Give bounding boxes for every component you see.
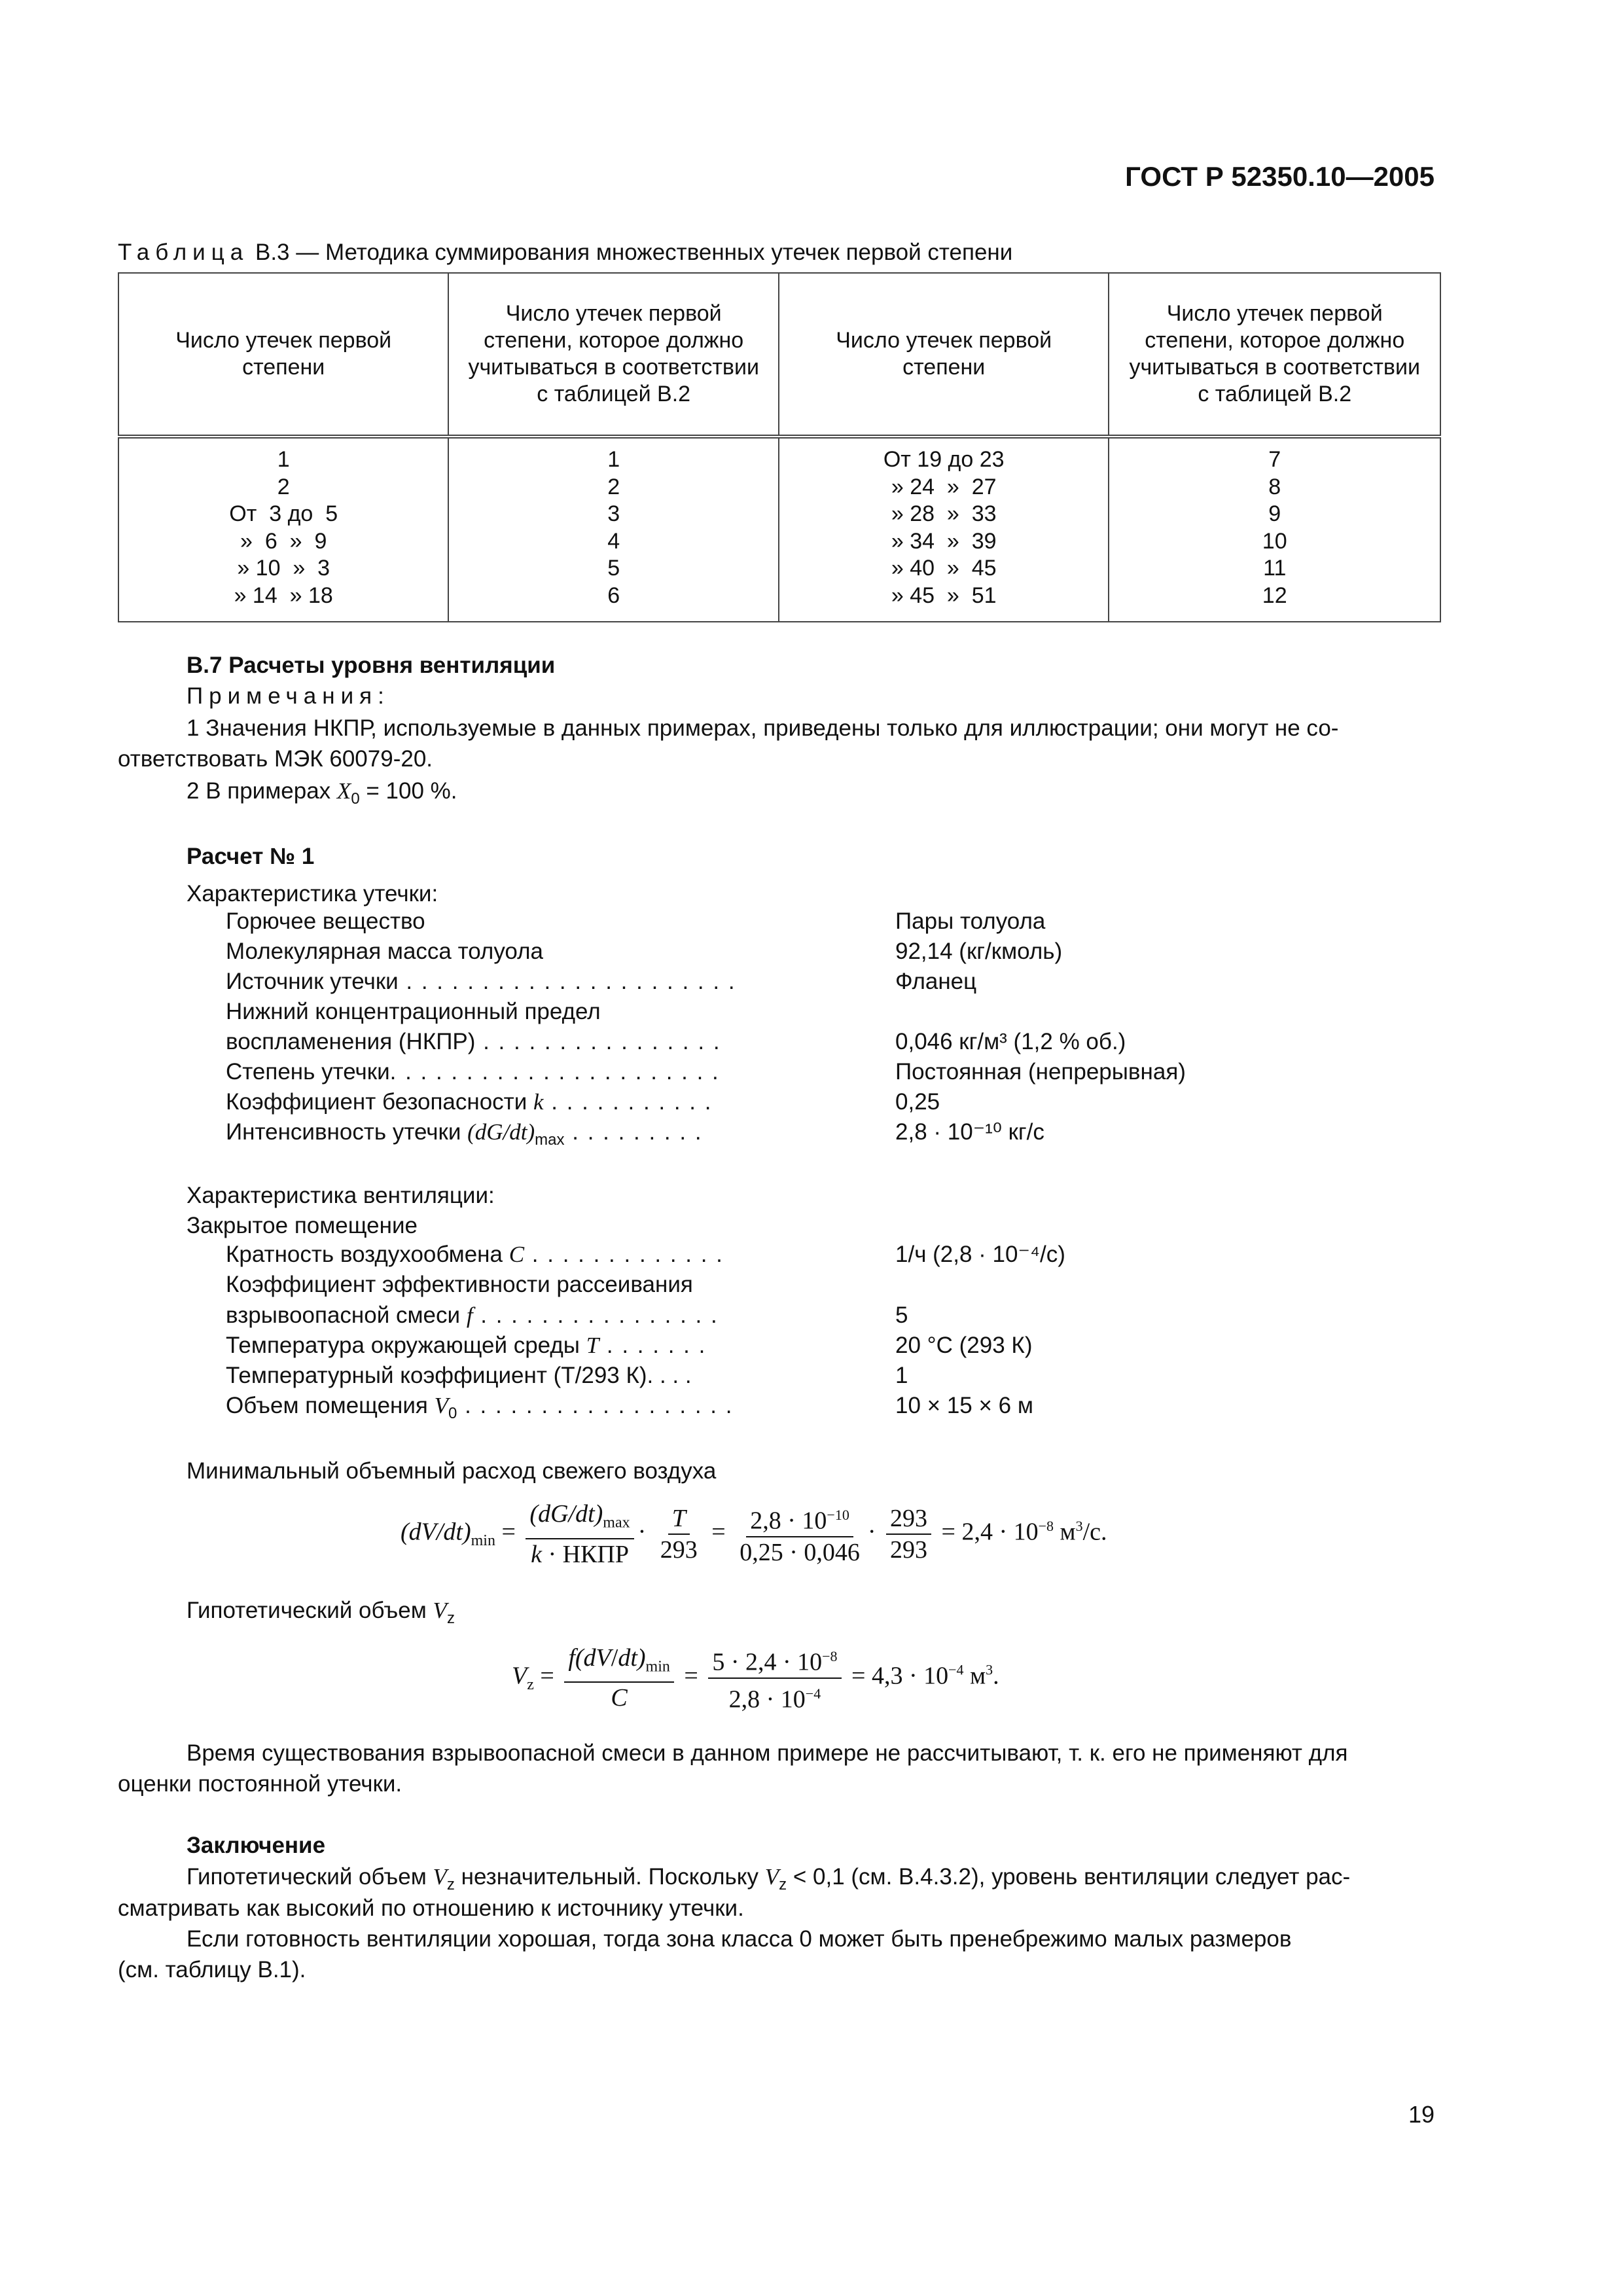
vent-label: Коэффициент эффективности рассеивания	[226, 1272, 693, 1297]
table-caption	[118, 240, 1012, 266]
vent-value: 1	[895, 1363, 908, 1388]
leak-value: 2,8 · 10⁻¹⁰ кг/с	[895, 1119, 1044, 1145]
cell-line: 6	[607, 583, 620, 608]
cell-line: » 6 » 9	[240, 528, 327, 554]
leak-label: Горючее вещество	[226, 908, 425, 934]
vent-value: 10 × 15 × 6 м	[895, 1393, 1033, 1418]
cell-line: От 19 до 23	[883, 447, 1005, 472]
min-flow-text: Минимальный объемный расход свежего воздуха	[187, 1458, 717, 1484]
conclusion-text: Гипотетический объем	[187, 1864, 433, 1890]
leak-value: Фланец	[895, 969, 977, 994]
calc-title: Расчет № 1	[187, 844, 315, 869]
leak-label-row: Степень утечки. . . . . . . . . . . . . . . . . . . . . .	[226, 1059, 720, 1085]
conclusion-p2-line-2: (см. таблицу В.1).	[118, 1957, 306, 1982]
page-number: 19	[1408, 2101, 1435, 2128]
cell-line: » 10 » 3	[237, 556, 330, 581]
leak-label-row: воспламенения (НКПР) . . . . . . . . . . . . . . . .	[226, 1029, 721, 1054]
leak-label: Коэффициент безопасности	[226, 1089, 527, 1115]
table-header-row	[118, 273, 1440, 437]
hyp-volume-text: Гипотетический объем	[187, 1598, 427, 1623]
cell-line: 2	[277, 474, 290, 499]
vent-label-row: взрывоопасной смеси f . . . . . . . . . . . . . . . .	[226, 1302, 719, 1328]
formula-hyp-volume: $V_z$ = $\frac{f(dV/dt)_{min}}{C}$ = $\frac{5 \cdot 2,4 \cdot 10^{-8}}{2,8 \cdot 10^{-4}}$ = $4,3 \cdot 10^{-4}$ $м^3$.	[512, 1641, 999, 1714]
formula-min-flow: $(dV/dt)_{min}$ = $\frac{(dG/dt)_{max}}{\text{k · НКПР}}$ · $\frac{T}{293}$ = $\frac{2,8 \cdot 10^{-10}}{0,25 \cdot 0,046}$ · $\frac{293}{293}$ = $2,4 \cdot 10^{-8}$ $м^3/с$.	[401, 1500, 1107, 1568]
table-header-cell: Число утечек первой степени	[118, 273, 448, 437]
cell-line: 11	[1263, 556, 1287, 581]
notes-label: Примечания:	[187, 683, 390, 709]
cell-line: » 24 » 27	[891, 474, 997, 499]
note-1-line-2: ответствовать МЭК 60079-20.	[118, 746, 433, 772]
table-caption-word: Таблица	[118, 240, 249, 265]
leak-value: 0,046 кг/м³ (1,2 % об.)	[895, 1029, 1126, 1054]
leak-label: Источник утечки	[226, 969, 399, 994]
leak-heading: Характеристика утечки:	[187, 881, 438, 906]
leak-value: Постоянная (непрерывная)	[895, 1059, 1186, 1085]
time-text-line-2: оценки постоянной утечки.	[118, 1771, 402, 1797]
time-text-line-1: Время существования взрывоопасной смеси в данном примере не рассчитывают, т. к. его не применяют для	[187, 1740, 1348, 1766]
cell-line: 7	[1268, 447, 1281, 472]
cell-line: » 45 » 51	[891, 583, 997, 608]
vent-label: Температурный коэффициент (Т/293 К). . . .	[226, 1363, 692, 1388]
table-header-cell: Число утечек первой степени	[779, 273, 1109, 437]
vent-label: Объем помещения	[226, 1393, 428, 1418]
table-header-cell: Число утечек первой степени, которое должно учитываться в соответствии с таблицей В.2	[448, 273, 779, 437]
hyp-volume-row: Гипотетический объем $V_z$	[187, 1598, 455, 1627]
vent-value: 1/ч (2,8 · 10⁻⁴/с)	[895, 1242, 1065, 1267]
cell-line: 1	[277, 447, 290, 472]
leak-value: Пары толуола	[895, 908, 1046, 934]
cell-line: 4	[607, 528, 620, 554]
cell-line: » 34 » 39	[891, 528, 997, 554]
table-cell-col2	[448, 437, 779, 622]
cell-line: 1	[607, 447, 620, 472]
leak-label: Степень утечки	[226, 1059, 390, 1085]
leak-label-row: Интенсивность утечки $(dG/dt)_{max}$ . . . . . . . . .	[226, 1119, 703, 1149]
conclusion-p1-line-1: Гипотетический объем $V_z$ незначительный. Поскольку $V_z < 0,1$ (см. В.4.3.2), уровень вентиляции следует рас-	[187, 1864, 1351, 1893]
table-row	[118, 437, 1440, 622]
leak-label: Интенсивность утечки	[226, 1119, 461, 1145]
cell-line: 10	[1262, 528, 1287, 554]
leak-label-row: Источник утечки . . . . . . . . . . . . . . . . . . . . . .	[226, 969, 736, 994]
conclusion-title: Заключение	[187, 1833, 326, 1858]
table-cell-col4	[1109, 437, 1440, 622]
leak-label: Нижний концентрационный предел	[226, 999, 601, 1024]
table-caption-text: В.3 — Методика суммирования множественных утечек первой степени	[255, 240, 1013, 265]
room-type: Закрытое помещение	[187, 1213, 418, 1238]
cell-line: » 14 » 18	[234, 583, 333, 608]
note-2: 2 В примерах $X_0 = 100$ %.	[187, 778, 457, 808]
cell-line: От 3 до 5	[229, 501, 338, 526]
section-title: В.7 Расчеты уровня вентиляции	[187, 653, 556, 678]
document-code: ГОСТ Р 52350.10—2005	[1125, 161, 1435, 192]
vent-label: Температура окружающей среды	[226, 1333, 580, 1358]
conclusion-text: незначительный. Поскольку	[454, 1864, 765, 1890]
table-header-cell: Число утечек первой степени, которое должно учитываться в соответствии с таблицей В.2	[1109, 273, 1440, 437]
leak-value: 0,25	[895, 1089, 940, 1115]
cell-line: 12	[1262, 583, 1287, 608]
note-2-prefix: 2 В примерах	[187, 778, 337, 804]
leak-summation-table	[118, 272, 1441, 622]
vent-heading: Характеристика вентиляции:	[187, 1183, 495, 1208]
cell-line: 5	[607, 556, 620, 581]
table-cell-col1	[118, 437, 448, 622]
cell-line: 8	[1268, 474, 1281, 499]
vent-label-row: Температура окружающей среды T . . . . . . .	[226, 1333, 707, 1358]
cell-line: » 28 » 33	[891, 501, 997, 526]
leak-label: воспламенения (НКПР)	[226, 1029, 476, 1054]
conclusion-p2-line-1: Если готовность вентиляции хорошая, тогда зона класса 0 может быть пренебрежимо малых размеров	[187, 1926, 1292, 1952]
vent-label: Кратность воздухообмена	[226, 1242, 503, 1267]
cell-line: 2	[607, 474, 620, 499]
vent-value: 5	[895, 1302, 908, 1328]
cell-line: 9	[1268, 501, 1281, 526]
note-2-suffix: = 100 %.	[359, 778, 457, 804]
vent-value: 20 °С (293 К)	[895, 1333, 1033, 1358]
cell-line: 3	[607, 501, 620, 526]
conclusion-text: < 0,1 (см. В.4.3.2), уровень вентиляции следует рас-	[787, 1864, 1351, 1890]
leak-label: Молекулярная масса толуола	[226, 939, 544, 964]
leak-value: 92,14 (кг/кмоль)	[895, 939, 1063, 964]
vent-label-row: Кратность воздухообмена C . . . . . . . . . . . . .	[226, 1242, 724, 1267]
note-1-line-1: 1 Значения НКПР, используемые в данных примерах, приведены только для иллюстрации; они могут не со-	[187, 715, 1339, 741]
vent-label-row: Объем помещения $V_0$ . . . . . . . . . . . . . . . . . .	[226, 1393, 734, 1422]
cell-line: » 40 » 45	[891, 556, 997, 581]
leak-label-row: Коэффициент безопасности k . . . . . . . . . . .	[226, 1089, 713, 1115]
vent-label: взрывоопасной смеси	[226, 1302, 461, 1328]
conclusion-p1-line-2: сматривать как высокий по отношению к источнику утечки.	[118, 1895, 744, 1921]
table-cell-col3	[779, 437, 1109, 622]
